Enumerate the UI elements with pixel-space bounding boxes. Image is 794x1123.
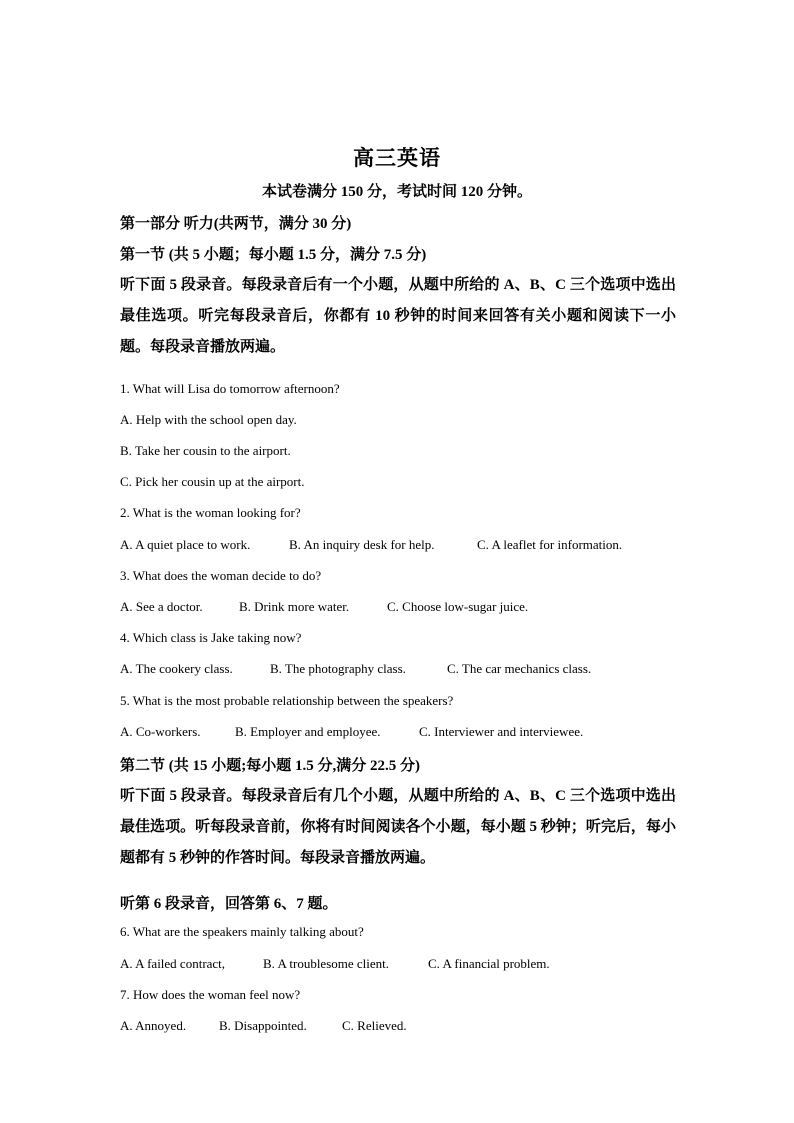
option-b: B. A troublesome client.: [263, 956, 390, 971]
question-6: 6. What are the speakers mainly talking about?: [120, 924, 364, 939]
question-1-option-b: B. Take her cousin to the airport.: [120, 443, 291, 458]
option-c: C. Interviewer and interviewee.: [419, 724, 584, 739]
option-c: C. A leaflet for information.: [477, 537, 623, 552]
page-title: 高三英语: [353, 146, 441, 170]
question-6-options: [120, 956, 550, 972]
option-c: C. The car mechanics class.: [447, 661, 592, 676]
question-2-options: [120, 537, 622, 553]
question-5-options: [120, 724, 583, 740]
option-b: B. Employer and employee.: [235, 724, 381, 739]
section1-heading: 第一节 (共 5 小题；每小题 1.5 分，满分 7.5 分): [120, 247, 427, 263]
option-a: A. The cookery class.: [120, 661, 233, 676]
question-5: 5. What is the most probable relationship between the speakers?: [120, 693, 454, 708]
section2-instructions: 听下面 5 段录音。每段录音后有几个小题，从题中所给的 A、B、C 三个选项中选出最佳选项。听每段录音前，你将有时间阅读各个小题，每小题 5 秒钟；听完后，每小题都有 5 秒钟的作答时间。每段录音播放两遍。: [120, 788, 676, 866]
option-a: A. A quiet place to work.: [120, 537, 251, 552]
option-a: A. Co-workers.: [120, 724, 201, 739]
question-4: 4. Which class is Jake taking now?: [120, 630, 302, 645]
option-b: B. Disappointed.: [219, 1018, 307, 1033]
group-heading: 听第 6 段录音，回答第 6、7 题。: [120, 896, 338, 912]
question-4-options: [120, 661, 591, 677]
exam-info: 本试卷满分 150 分，考试时间 120 分钟。: [261, 184, 532, 200]
question-1: 1. What will Lisa do tomorrow afternoon?: [120, 381, 340, 396]
question-1-option-a: A. Help with the school open day.: [120, 412, 297, 427]
section1-instructions: 听下面 5 段录音。每段录音后有一个小题，从题中所给的 A、B、C 三个选项中选出最佳选项。听完每段录音后，你都有 10 秒钟的时间来回答有关小题和阅读下一小题。每段录音播放两遍。: [120, 277, 676, 355]
option-a: A. Annoyed.: [120, 1018, 187, 1033]
question-7: 7. How does the woman feel now?: [120, 987, 301, 1002]
question-1-option-c: C. Pick her cousin up at the airport.: [120, 474, 305, 489]
section2-heading: 第二节 (共 15 小题;每小题 1.5 分,满分 22.5 分): [120, 758, 420, 774]
question-3-options: [120, 599, 528, 615]
option-b: B. An inquiry desk for help.: [289, 537, 435, 552]
question-2: 2. What is the woman looking for?: [120, 505, 301, 520]
question-7-options: [120, 1018, 407, 1034]
option-c: C. A financial problem.: [428, 956, 550, 971]
option-a: A. A failed contract,: [120, 956, 226, 971]
option-b: B. Drink more water.: [239, 599, 350, 614]
option-c: C. Choose low-sugar juice.: [387, 599, 529, 614]
part1-heading: 第一部分 听力(共两节，满分 30 分): [120, 216, 352, 232]
option-b: B. The photography class.: [270, 661, 406, 676]
option-c: C. Relieved.: [342, 1018, 407, 1033]
option-a: A. See a doctor.: [120, 599, 203, 614]
question-3: 3. What does the woman decide to do?: [120, 568, 322, 583]
